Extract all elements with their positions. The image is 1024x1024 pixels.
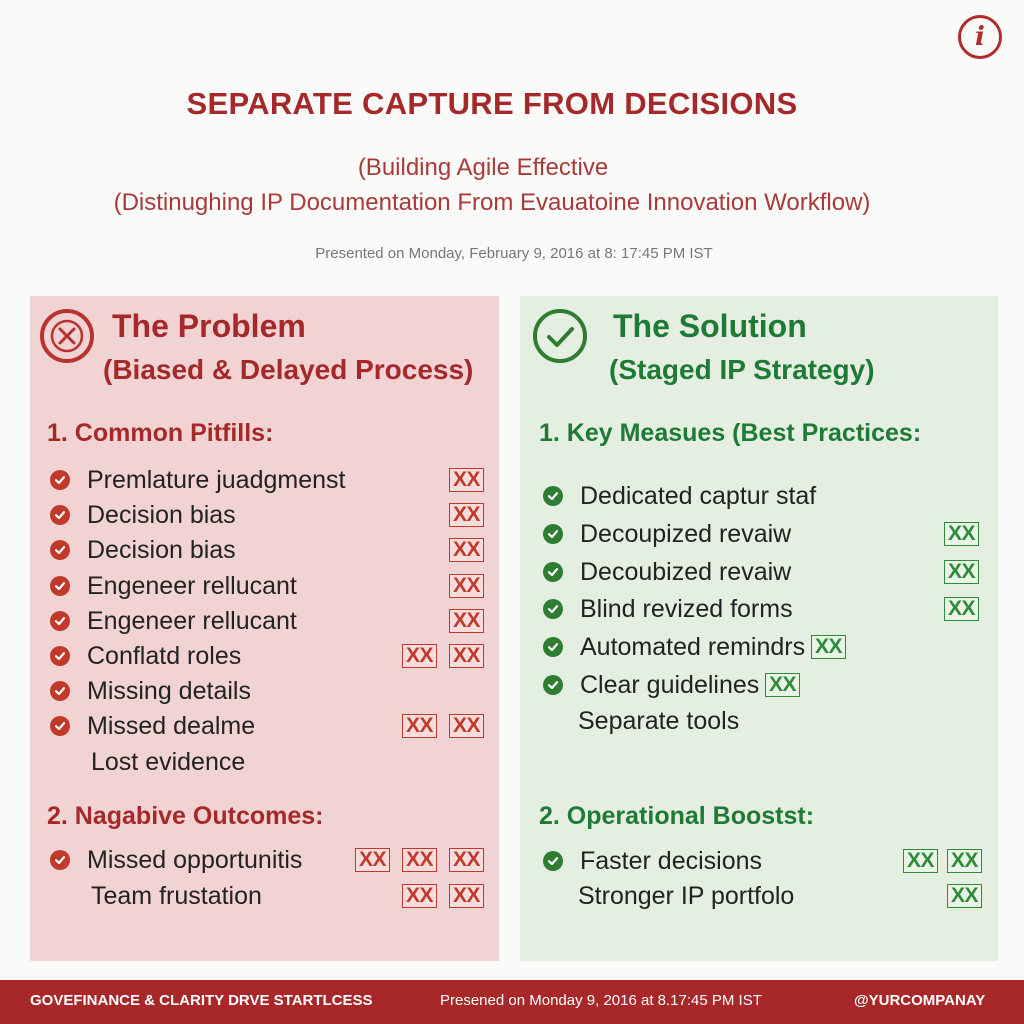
- xx-badge: XX: [355, 848, 390, 872]
- list-item: [543, 557, 983, 587]
- check-bullet-icon: [543, 599, 563, 619]
- check-bullet-icon: [543, 486, 563, 506]
- check-bullet-icon: [50, 716, 70, 736]
- page-title: SEPARATE CAPTURE FROM DECISIONS: [186, 86, 798, 121]
- list-item-text: Separate tools: [578, 707, 740, 735]
- list-item: [50, 676, 490, 706]
- list-item: [543, 881, 983, 911]
- problem-section-1-title: 1. Common Pitfills:: [47, 419, 274, 447]
- list-item-text: Conflatd roles: [87, 642, 242, 670]
- check-bullet-icon: [50, 850, 70, 870]
- xx-badge: XX: [402, 644, 437, 668]
- check-bullet-icon: [50, 470, 70, 490]
- x-circle-icon: [39, 308, 95, 364]
- problem-title: The Problem: [112, 308, 306, 344]
- list-item-text: Missed dealme: [87, 712, 256, 740]
- solution-section-1-title: 1. Key Measues (Best Practices:: [539, 419, 922, 447]
- list-item-text: Clear guidelines: [580, 671, 760, 699]
- xx-badge: XX: [449, 468, 484, 492]
- solution-title: The Solution: [613, 308, 807, 344]
- list-item: [50, 500, 490, 530]
- list-item: [543, 594, 983, 624]
- xx-badge: XX: [944, 560, 979, 584]
- list-item-text: Stronger IP portfolo: [578, 882, 795, 910]
- check-bullet-icon: [50, 540, 70, 560]
- check-bullet-icon: [50, 681, 70, 701]
- list-item-text: Missing details: [87, 677, 251, 705]
- info-icon[interactable]: i: [958, 15, 1002, 59]
- list-item-text: Decoupized revaiw: [580, 520, 792, 548]
- xx-badge: XX: [449, 503, 484, 527]
- list-item: [50, 535, 490, 565]
- list-item-text: Blind revized forms: [580, 595, 793, 623]
- list-item-text: Decision bias: [87, 501, 236, 529]
- list-item-text: Lost evidence: [91, 748, 246, 776]
- list-item: [543, 706, 983, 736]
- footer-tagline: GOVEFINANCE & CLARITY DRVE STARTLCESS: [30, 992, 373, 1009]
- check-bullet-icon: [50, 505, 70, 525]
- xx-badge: XX: [449, 848, 484, 872]
- xx-badge: XX: [449, 714, 484, 738]
- list-item-text: Faster decisions: [580, 847, 763, 875]
- xx-badge: XX: [811, 635, 846, 659]
- xx-badge: XX: [944, 522, 979, 546]
- check-bullet-icon: [50, 611, 70, 631]
- solution-subtitle: (Staged IP Strategy): [609, 354, 875, 385]
- check-bullet-icon: [50, 646, 70, 666]
- list-item: [543, 670, 983, 700]
- list-item-text: Engeneer rellucant: [87, 572, 297, 600]
- check-bullet-icon: [543, 675, 563, 695]
- footer-bar: [0, 980, 1024, 1024]
- list-item-text: Engeneer rellucant: [87, 607, 297, 635]
- xx-badge: XX: [449, 884, 484, 908]
- xx-badge: XX: [765, 673, 800, 697]
- problem-panel: [30, 296, 499, 961]
- list-item: [543, 481, 983, 511]
- list-item: [50, 747, 490, 777]
- list-item-text: Decoubized revaiw: [580, 558, 792, 586]
- list-item-text: Premlature juadgmenst: [87, 466, 346, 494]
- check-bullet-icon: [543, 562, 563, 582]
- solution-section-2-title: 2. Operational Boostst:: [539, 802, 815, 830]
- list-item: [543, 632, 983, 662]
- list-item: [543, 519, 983, 549]
- solution-panel: [520, 296, 998, 961]
- xx-badge: XX: [903, 849, 938, 873]
- list-item: [50, 465, 490, 495]
- xx-badge: XX: [402, 714, 437, 738]
- xx-badge: XX: [449, 609, 484, 633]
- xx-badge: XX: [947, 884, 982, 908]
- xx-badge: XX: [944, 597, 979, 621]
- check-bullet-icon: [543, 524, 563, 544]
- xx-badge: XX: [947, 849, 982, 873]
- page-subtitle-1: (Building Agile Effective: [357, 154, 609, 181]
- xx-badge: XX: [402, 884, 437, 908]
- check-bullet-icon: [543, 637, 563, 657]
- list-item-text: Automated remindrs: [580, 633, 806, 661]
- list-item-text: Missed opportunitis: [87, 846, 303, 874]
- xx-badge: XX: [449, 538, 484, 562]
- check-circle-icon: [532, 308, 588, 364]
- xx-badge: XX: [449, 574, 484, 598]
- check-bullet-icon: [543, 851, 563, 871]
- xx-badge: XX: [449, 644, 484, 668]
- problem-section-2-title: 2. Nagabive Outcomes:: [47, 802, 324, 830]
- list-item: [50, 606, 490, 636]
- presented-date: Presented on Monday, February 9, 2016 at 8: 17:45 PM IST: [315, 245, 713, 262]
- list-item-text: Dedicated captur staf: [580, 482, 817, 510]
- problem-subtitle: (Biased & Delayed Process): [103, 354, 474, 385]
- check-bullet-icon: [50, 576, 70, 596]
- footer-handle[interactable]: @YURCOMPANAY: [854, 992, 986, 1009]
- page-subtitle-2: (Distinughing IP Documentation From Evauatoine Innovation Workflow): [113, 189, 871, 216]
- list-item-text: Decision bias: [87, 536, 236, 564]
- list-item-text: Team frustation: [91, 882, 262, 910]
- xx-badge: XX: [402, 848, 437, 872]
- footer-presented: Presened on Monday 9, 2016 at 8.17:45 PM IST: [440, 992, 762, 1009]
- list-item: [50, 571, 490, 601]
